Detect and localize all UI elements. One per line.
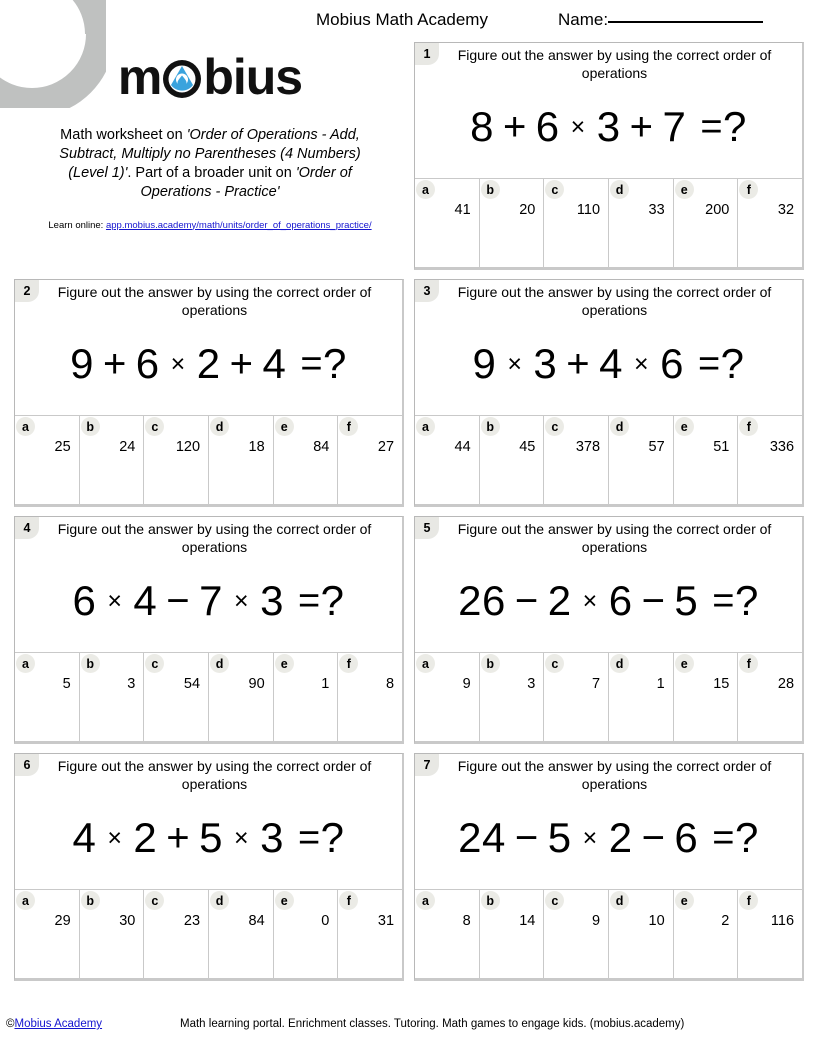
answer-option-a[interactable]: [415, 890, 480, 978]
answer-option-value: 44: [454, 439, 471, 455]
equation-operand: 6: [72, 577, 97, 625]
answer-option-value: 27: [377, 439, 395, 455]
answer-option-c[interactable]: [544, 179, 609, 267]
answer-option-e[interactable]: [674, 416, 739, 504]
equation-operand: 5: [547, 814, 572, 862]
equals-sign: =: [712, 816, 735, 859]
equation-operand: 4: [599, 340, 623, 388]
question-slot-7: [414, 753, 804, 981]
answer-option-value: 57: [648, 439, 665, 455]
question-box: [414, 279, 804, 507]
equation-operand: 3: [260, 814, 284, 862]
answer-option-letter: a: [416, 417, 435, 436]
answer-option-value: 3: [127, 676, 136, 692]
question-mark: ?: [734, 577, 759, 625]
question-instruction: Figure out the answer by using the correct order of operations: [57, 758, 372, 793]
equation-operator: +: [502, 104, 527, 149]
question-number-badge: 3: [415, 280, 439, 302]
question-number-badge: 1: [415, 43, 439, 65]
equation-operator: −: [514, 578, 539, 623]
equation-operand: 6: [135, 340, 160, 388]
answer-option-value: 336: [769, 439, 795, 455]
answer-options-row: [15, 416, 402, 504]
answer-option-value: 15: [713, 676, 730, 692]
question-box: [414, 42, 804, 270]
answer-option-value: 45: [519, 439, 536, 455]
equation-operand: 24: [458, 814, 506, 862]
answer-option-letter: c: [145, 417, 164, 436]
answer-option-letter: c: [545, 180, 564, 199]
answer-options-row: [15, 653, 402, 741]
learn-online-link[interactable]: app.mobius.academy/math/units/order_of_operations_practice/: [105, 219, 372, 231]
equation-operand: 6: [674, 814, 699, 862]
copyright-symbol: ©: [6, 1018, 15, 1030]
footer-tagline: Math learning portal. Enrichment classes. Tutoring. Math games to engage kids. (mobius.academy): [180, 1018, 685, 1030]
equation-operand: 8: [470, 103, 494, 151]
equation-tokens: [458, 577, 759, 625]
answer-option-d[interactable]: [209, 416, 274, 504]
answer-option-b[interactable]: [80, 890, 145, 978]
equation-operand: 6: [535, 103, 560, 151]
description-mid: . Part of a broader unit on: [127, 165, 296, 182]
answer-option-letter: e: [675, 417, 694, 436]
answer-option-letter: c: [545, 417, 564, 436]
equation: [415, 556, 802, 652]
answer-option-value: 7: [591, 676, 601, 692]
answer-option-value: 3: [527, 676, 536, 692]
answer-option-value: 5: [62, 676, 71, 692]
question-instruction: Figure out the answer by using the correct order of operations: [457, 521, 772, 556]
mobius-academy-link[interactable]: Mobius Academy: [14, 1018, 103, 1030]
answer-option-c[interactable]: [144, 416, 209, 504]
equation-operator: −: [641, 815, 666, 860]
equation-operand: 2: [547, 577, 572, 625]
answer-option-letter: f: [339, 417, 358, 436]
answer-option-value: 23: [183, 913, 201, 929]
answer-option-value: 9: [591, 913, 601, 929]
description-unit: 'Order of Operations - Practice': [140, 165, 352, 201]
equation-operator: +: [566, 341, 591, 386]
answer-option-c[interactable]: [544, 890, 609, 978]
answer-option-f[interactable]: [738, 890, 802, 978]
question-mark: ?: [734, 814, 759, 862]
equals-sign: =: [297, 816, 321, 859]
equation-operand: 6: [660, 340, 684, 388]
equation-tokens: [472, 340, 744, 388]
equation-operand: 26: [458, 577, 506, 625]
equals-sign: =: [300, 342, 324, 385]
answer-option-letter: c: [545, 891, 564, 910]
answer-option-letter: f: [339, 891, 358, 910]
answer-option-b[interactable]: [480, 653, 545, 741]
question-instruction: Figure out the answer by using the correct order of operations: [457, 284, 772, 319]
equation-operand: 5: [674, 577, 699, 625]
question-mark: ?: [720, 340, 745, 388]
answer-option-value: 14: [519, 913, 536, 929]
answer-option-letter: a: [16, 891, 35, 910]
answer-option-letter: f: [739, 417, 758, 436]
equation-operator: ×: [634, 349, 650, 378]
answer-option-value: 32: [777, 202, 795, 218]
answer-option-e[interactable]: [274, 890, 339, 978]
question-prompt-area: [415, 43, 802, 179]
equation-operator: −: [166, 578, 191, 623]
answer-option-value: 28: [777, 676, 795, 692]
answer-option-f[interactable]: [738, 179, 802, 267]
answer-option-value: 25: [54, 439, 71, 455]
question-prompt-area: [415, 517, 802, 653]
question-instruction: Figure out the answer by using the correct order of operations: [57, 521, 372, 556]
answer-option-b[interactable]: [480, 890, 545, 978]
equation: [415, 793, 802, 889]
equation: [15, 556, 402, 652]
equation-operator: +: [229, 341, 254, 386]
equation-tokens: [72, 577, 344, 625]
answer-option-letter: b: [481, 891, 500, 910]
question-slot-5: [414, 516, 804, 744]
answer-options-row: [15, 890, 402, 978]
answer-option-c[interactable]: [144, 890, 209, 978]
academy-title: Mobius Math Academy: [316, 10, 488, 29]
question-prompt-area: [15, 280, 402, 416]
equation-operator: +: [166, 815, 191, 860]
answer-option-value: 90: [248, 676, 265, 692]
answer-option-a[interactable]: [415, 653, 480, 741]
answer-option-e[interactable]: [274, 416, 339, 504]
description-topic: 'Order of Operations - Add, Subtract, Multiply no Parentheses (4 Numbers) (Level 1)': [59, 127, 361, 182]
answer-option-value: 116: [770, 913, 795, 929]
equation-operator: −: [514, 815, 539, 860]
equation-operator: ×: [234, 823, 250, 852]
answer-option-letter: d: [610, 891, 629, 910]
question-slot-1: [414, 42, 804, 270]
answer-option-letter: d: [610, 417, 629, 436]
description-lead: Math worksheet on: [60, 127, 187, 143]
equation-operand: 7: [199, 577, 223, 625]
answer-option-d[interactable]: [209, 653, 274, 741]
answer-option-value: 84: [313, 439, 330, 455]
answer-option-f[interactable]: [738, 653, 802, 741]
equation-operand: 5: [199, 814, 223, 862]
question-box: [14, 516, 404, 744]
equation-operand: 9: [472, 340, 497, 388]
answer-option-c[interactable]: [544, 653, 609, 741]
name-field-block: [558, 10, 763, 30]
name-write-line[interactable]: [608, 21, 763, 23]
answer-option-d[interactable]: [209, 890, 274, 978]
answer-option-letter: f: [739, 654, 758, 673]
equation: [415, 82, 802, 178]
answer-option-value: 31: [377, 913, 395, 929]
equation-operator: ×: [570, 112, 586, 141]
equation-operator: ×: [234, 586, 250, 615]
answer-options-row: [415, 890, 802, 978]
answer-option-letter: e: [675, 654, 694, 673]
answer-option-d[interactable]: [609, 179, 674, 267]
answer-option-letter: b: [481, 180, 500, 199]
answer-option-letter: c: [545, 654, 564, 673]
equation-operand: 2: [608, 814, 633, 862]
answer-option-letter: a: [416, 654, 435, 673]
question-prompt-area: [15, 754, 402, 890]
answer-option-value: 120: [175, 439, 201, 455]
answer-option-c[interactable]: [544, 416, 609, 504]
answer-option-letter: d: [210, 654, 229, 673]
answer-option-letter: e: [275, 417, 294, 436]
equation-operator: −: [641, 578, 666, 623]
equation: [15, 319, 402, 415]
equation-tokens: [458, 814, 759, 862]
equation-operand: 4: [133, 577, 158, 625]
answer-option-value: 1: [656, 676, 665, 692]
answer-option-d[interactable]: [609, 416, 674, 504]
equation-operator: ×: [107, 823, 123, 852]
answer-option-b[interactable]: [480, 416, 545, 504]
question-number-badge: 7: [415, 754, 439, 776]
answer-option-letter: e: [275, 891, 294, 910]
answer-option-letter: d: [610, 654, 629, 673]
answer-option-value: 0: [321, 913, 330, 929]
equation-operator: ×: [170, 349, 186, 378]
answer-option-e[interactable]: [674, 890, 739, 978]
answer-options-row: [415, 179, 802, 267]
question-slot-3: [414, 279, 804, 507]
equation-operator: ×: [582, 823, 598, 852]
answer-option-letter: f: [739, 891, 758, 910]
answer-option-letter: b: [481, 417, 500, 436]
equation-operand: 9: [70, 340, 94, 388]
answer-option-f[interactable]: [338, 890, 402, 978]
answer-option-value: 20: [519, 202, 536, 218]
answer-option-value: 110: [576, 202, 601, 218]
answer-option-e[interactable]: [274, 653, 339, 741]
answer-option-a[interactable]: [415, 179, 480, 267]
answer-option-b[interactable]: [80, 653, 145, 741]
question-box: [414, 516, 804, 744]
question-number-badge: 6: [15, 754, 39, 776]
answer-option-letter: d: [210, 417, 229, 436]
page-footer: [0, 1018, 815, 1038]
question-instruction: Figure out the answer by using the correct order of operations: [457, 758, 772, 793]
answer-option-letter: b: [81, 417, 100, 436]
question-box: [14, 279, 404, 507]
answer-option-value: 41: [454, 202, 471, 218]
answer-option-letter: f: [339, 654, 358, 673]
answer-option-letter: a: [416, 180, 435, 199]
answer-option-letter: a: [16, 417, 35, 436]
question-mark: ?: [323, 340, 347, 388]
equation-operator: +: [102, 341, 127, 386]
equation-operator: ×: [507, 349, 523, 378]
answer-option-value: 8: [385, 676, 395, 692]
answer-option-value: 33: [648, 202, 665, 218]
answer-option-value: 84: [248, 913, 265, 929]
answer-option-letter: b: [81, 654, 100, 673]
name-label: Name:: [558, 10, 609, 29]
question-instruction: Figure out the answer by using the correct order of operations: [457, 47, 772, 82]
equation-tokens: [72, 814, 344, 862]
answer-option-c[interactable]: [144, 653, 209, 741]
equals-sign: =: [297, 579, 321, 622]
answer-option-value: 54: [183, 676, 201, 692]
answer-option-letter: a: [16, 654, 35, 673]
answer-option-e[interactable]: [674, 179, 739, 267]
answer-option-letter: a: [416, 891, 435, 910]
question-mark: ?: [320, 814, 345, 862]
question-number-badge: 4: [15, 517, 39, 539]
equation-operator: +: [629, 104, 654, 149]
answer-option-letter: e: [275, 654, 294, 673]
equation-operator: ×: [107, 586, 123, 615]
answer-option-f[interactable]: [338, 416, 402, 504]
footer-copyright: [6, 1018, 102, 1030]
answer-option-letter: c: [145, 654, 164, 673]
answer-option-letter: e: [675, 891, 694, 910]
equation-operand: 3: [596, 103, 621, 151]
question-slot-6: [14, 753, 404, 981]
answer-option-value: 2: [721, 913, 730, 929]
question-slot-4: [14, 516, 404, 744]
answer-option-value: 1: [321, 676, 330, 692]
page-header: [0, 10, 815, 38]
equation-tokens: [70, 340, 347, 388]
answer-option-value: 10: [648, 913, 665, 929]
answer-option-value: 9: [462, 676, 471, 692]
question-number-badge: 2: [15, 280, 39, 302]
equals-sign: =: [697, 342, 721, 385]
equation: [415, 319, 802, 415]
equation-operand: 3: [533, 340, 558, 388]
answer-option-value: 29: [54, 913, 71, 929]
answer-option-b[interactable]: [480, 179, 545, 267]
equation-operand: 6: [608, 577, 633, 625]
answer-option-letter: d: [210, 891, 229, 910]
equation-operand: 4: [72, 814, 97, 862]
answer-option-letter: d: [610, 180, 629, 199]
answer-option-a[interactable]: [15, 416, 80, 504]
question-mark: ?: [320, 577, 345, 625]
answer-option-value: 30: [119, 913, 136, 929]
equation-operand: 4: [262, 340, 287, 388]
answer-option-value: 378: [575, 439, 601, 455]
answer-option-letter: b: [81, 891, 100, 910]
equation: [15, 793, 402, 889]
question-slot-2: [14, 279, 404, 507]
answer-option-letter: f: [739, 180, 758, 199]
question-mark: ?: [723, 103, 747, 151]
answer-option-a[interactable]: [15, 890, 80, 978]
answer-option-value: 24: [119, 439, 136, 455]
answer-option-letter: e: [675, 180, 694, 199]
answer-option-value: 200: [705, 202, 730, 218]
answer-option-letter: c: [145, 891, 164, 910]
logo-suffix: bius: [203, 49, 303, 105]
answer-option-b[interactable]: [80, 416, 145, 504]
equals-sign: =: [712, 579, 735, 622]
answer-option-d[interactable]: [609, 653, 674, 741]
answer-option-f[interactable]: [738, 416, 802, 504]
answer-option-value: 8: [462, 913, 471, 929]
answer-option-a[interactable]: [415, 416, 480, 504]
equals-sign: =: [700, 105, 724, 148]
equation-operand: 2: [196, 340, 221, 388]
equation-operand: 2: [133, 814, 158, 862]
question-instruction: Figure out the answer by using the correct order of operations: [57, 284, 372, 319]
answer-option-f[interactable]: [338, 653, 402, 741]
question-prompt-area: [15, 517, 402, 653]
answer-option-letter: b: [481, 654, 500, 673]
question-grid: [14, 42, 804, 981]
learn-online-label: Learn online:: [48, 219, 104, 231]
answer-options-row: [415, 416, 802, 504]
answer-option-value: 18: [248, 439, 265, 455]
question-prompt-area: [415, 754, 802, 890]
question-box: [414, 753, 804, 981]
answer-options-row: [415, 653, 802, 741]
answer-option-e[interactable]: [674, 653, 739, 741]
equation-operand: 3: [260, 577, 284, 625]
answer-option-a[interactable]: [15, 653, 80, 741]
answer-option-d[interactable]: [609, 890, 674, 978]
equation-operand: 7: [662, 103, 687, 151]
answer-option-value: 51: [713, 439, 730, 455]
question-number-badge: 5: [415, 517, 439, 539]
question-box: [14, 753, 404, 981]
equation-tokens: [470, 103, 747, 151]
logo-prefix: m: [117, 49, 162, 105]
equation-operator: ×: [582, 586, 598, 615]
question-prompt-area: [415, 280, 802, 416]
